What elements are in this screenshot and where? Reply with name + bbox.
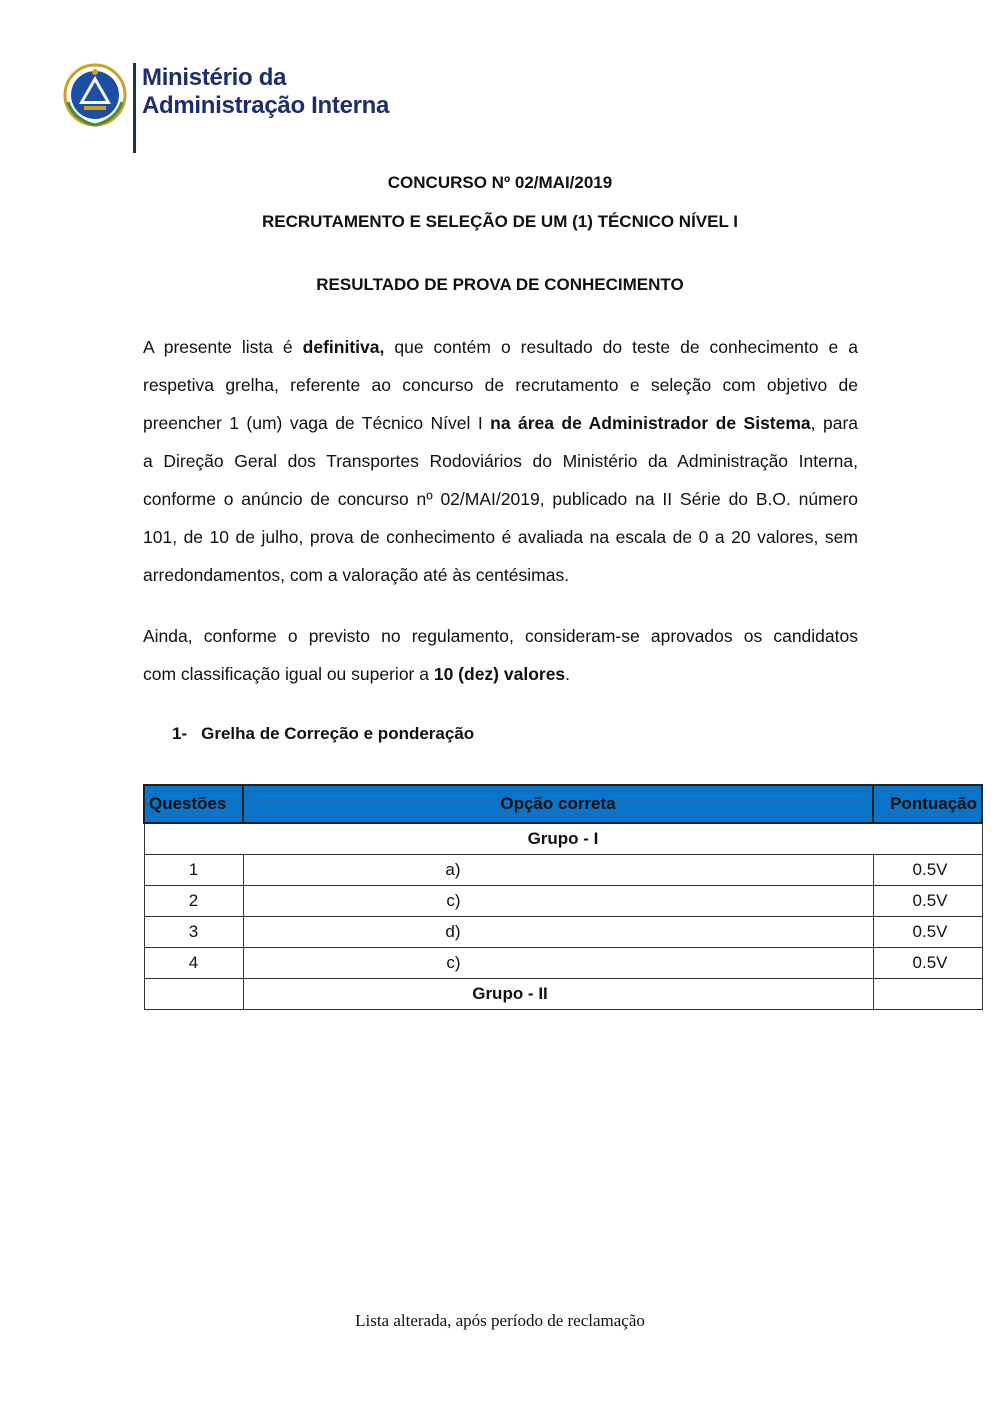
- ministry-logo: [62, 60, 392, 132]
- group-label: Grupo - I: [144, 823, 982, 855]
- header-opcao-correta: Opção correta: [243, 785, 873, 823]
- bold-threshold: 10 (dez) valores: [433, 664, 566, 684]
- score: 0.5V: [873, 855, 982, 886]
- bold-definitiva: definitiva,: [302, 337, 385, 357]
- group-row: [144, 823, 982, 855]
- score: 0.5V: [873, 948, 982, 979]
- question-number: 4: [144, 948, 243, 979]
- text-segment: .: [565, 664, 571, 684]
- paragraph-line: arredondamentos, com a valoração até às centésimas.: [143, 565, 570, 585]
- table-row: [144, 917, 982, 948]
- bold-area: na área de Administrador de Sistema: [490, 413, 811, 433]
- question-number: 2: [144, 886, 243, 917]
- text-segment: A presente lista é: [143, 337, 303, 357]
- text-segment: com classificação igual ou superior a: [143, 664, 434, 684]
- paragraph-line: respetiva grelha, referente ao concurso de recrutamento e seleção com objetivo de: [143, 375, 858, 395]
- recruitment-heading: RECRUTAMENTO E SELEÇÃO DE UM (1) TÉCNICO NÍVEL I: [261, 212, 739, 231]
- paragraph-line: 101, de 10 de julho, prova de conhecimento é avaliada na escala de 0 a 20 valores, sem: [143, 527, 858, 547]
- text-segment: que contém o resultado do teste de conhecimento e a: [384, 337, 858, 357]
- score: 0.5V: [873, 917, 982, 948]
- contest-number-heading: CONCURSO Nº 02/MAI/2019: [387, 173, 613, 192]
- ministry-name: [142, 64, 389, 120]
- score: 0.5V: [873, 886, 982, 917]
- approval-paragraph: [143, 617, 858, 693]
- correct-option: c): [243, 886, 873, 917]
- intro-paragraph: [143, 328, 858, 594]
- footer-note: Lista alterada, após período de reclamação: [355, 1311, 645, 1330]
- logo-divider: [133, 63, 136, 153]
- paragraph-line: [143, 404, 858, 442]
- coat-of-arms-icon: [62, 62, 128, 128]
- ministry-name-line2: Administração Interna: [142, 92, 390, 119]
- correct-option: a): [243, 855, 873, 886]
- paragraph-line: Ainda, conforme o previsto no regulamento, consideram-se aprovados os candidatos: [143, 626, 858, 646]
- header-pontuacao: Pontuação: [873, 785, 982, 823]
- correct-option: c): [243, 948, 873, 979]
- table-row: [144, 948, 982, 979]
- header-questoes: Questões: [144, 785, 243, 823]
- ministry-name-line1: Ministério da: [142, 64, 287, 91]
- question-number: 3: [144, 917, 243, 948]
- table-header-row: [144, 785, 982, 823]
- question-number: 1: [144, 855, 243, 886]
- text-segment: , para: [810, 413, 858, 433]
- result-heading: RESULTADO DE PROVA DE CONHECIMENTO: [316, 275, 684, 294]
- correction-grid-table: [143, 784, 983, 1010]
- section-title-text: Grelha de Correção e ponderação: [201, 724, 475, 743]
- paragraph-line: [143, 655, 858, 693]
- text-segment: preencher 1 (um) vaga de Técnico Nível I: [143, 413, 491, 433]
- correct-option: d): [243, 917, 873, 948]
- group-label: Grupo - II: [243, 979, 873, 1010]
- paragraph-line: conforme o anúncio de concurso nº 02/MAI/2019, publicado na II Série do B.O. número: [143, 489, 858, 509]
- group-row: [144, 979, 982, 1010]
- section-number: 1-: [172, 724, 188, 743]
- paragraph-line: a Direção Geral dos Transportes Rodoviários do Ministério da Administração Interna,: [143, 451, 858, 471]
- empty-cell: [144, 979, 243, 1010]
- paragraph-line: [143, 328, 858, 366]
- section-title: [172, 724, 474, 744]
- table-row: [144, 886, 982, 917]
- empty-cell: [873, 979, 982, 1010]
- table-row: [144, 855, 982, 886]
